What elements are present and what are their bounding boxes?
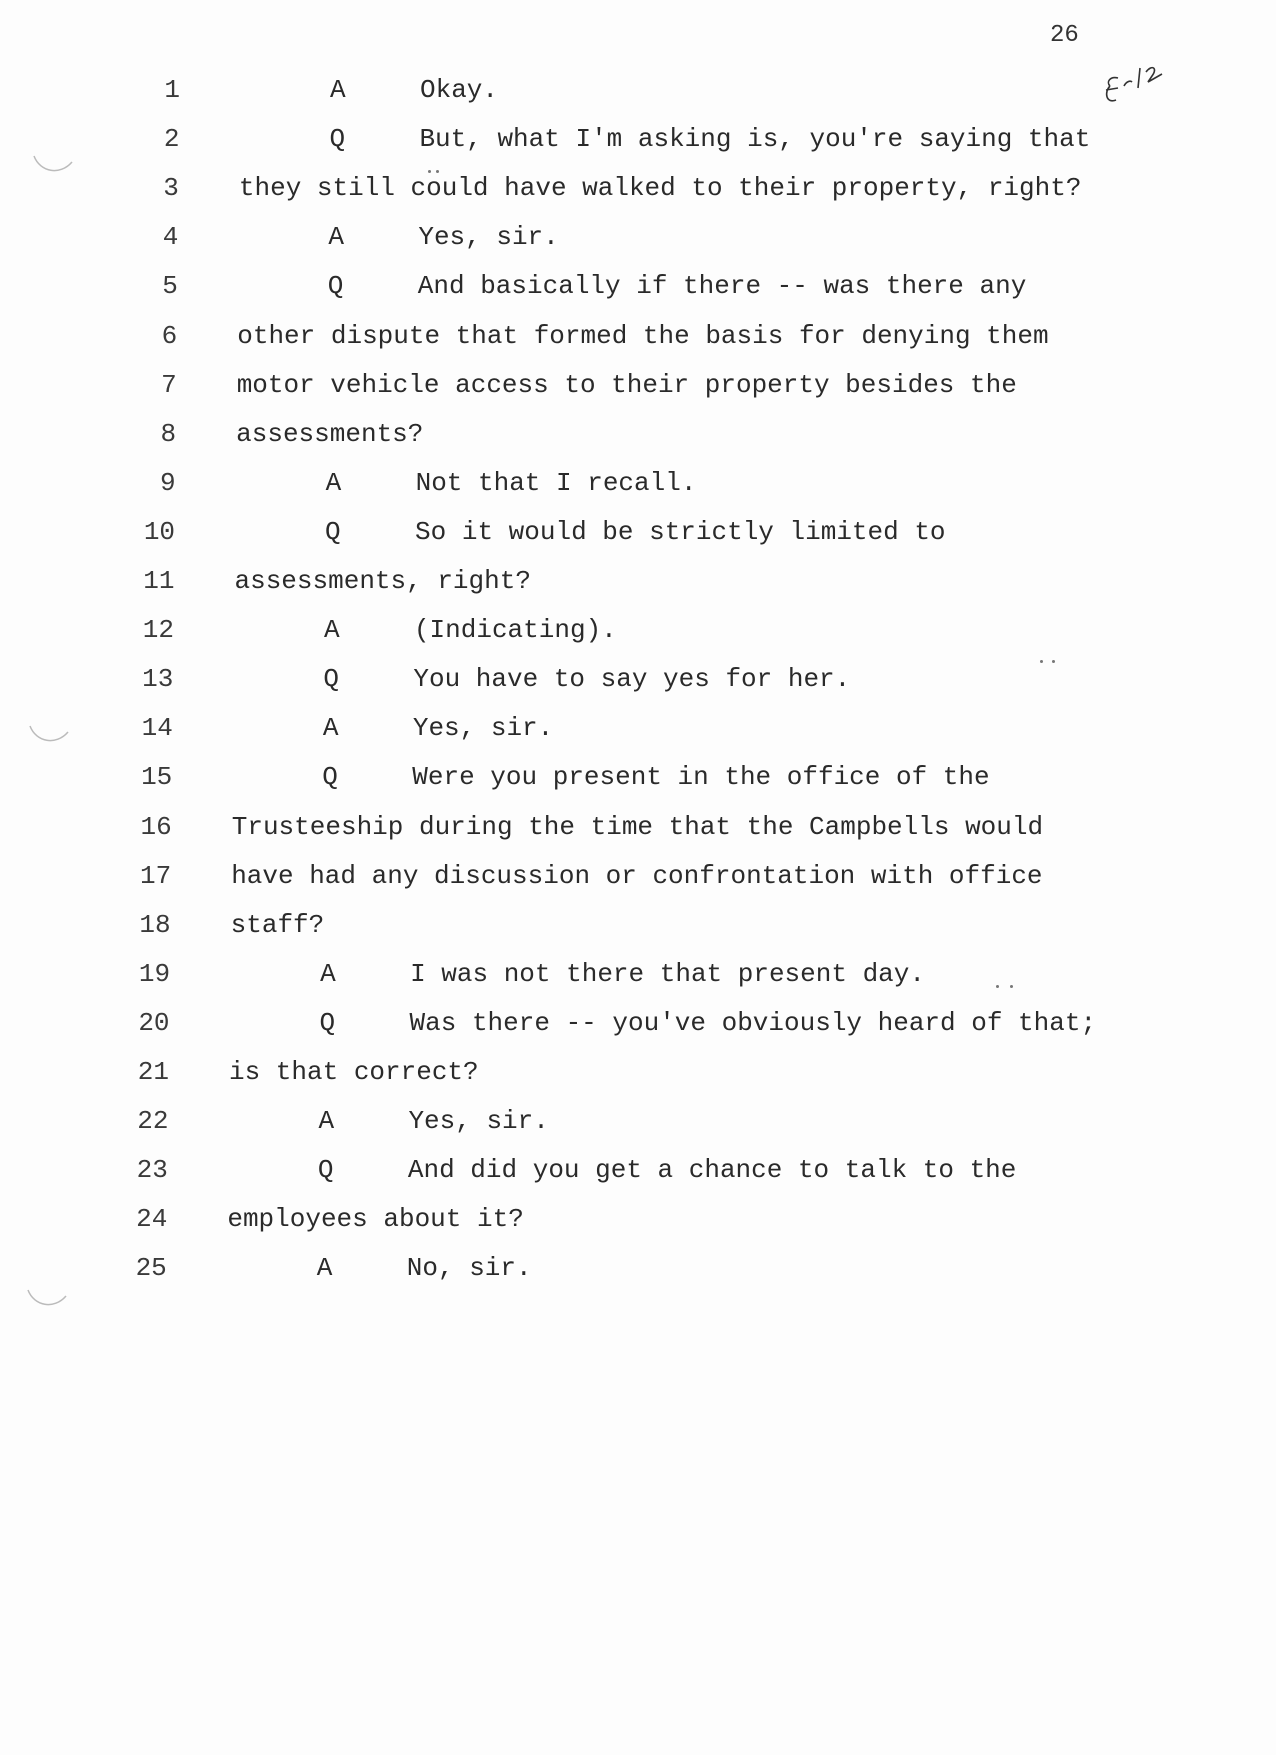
line-number: 18: [139, 909, 171, 940]
transcript-line: [0, 856, 1200, 896]
line-text: I was not there that present day.: [410, 958, 925, 989]
line-number: 16: [140, 811, 172, 842]
line-number: 22: [137, 1106, 169, 1137]
line-text: No, sir.: [406, 1253, 532, 1284]
line-text: Not that I recall.: [415, 467, 697, 498]
line-number: 6: [161, 320, 178, 351]
speaker-label: A: [322, 713, 339, 744]
transcript-line: [0, 1199, 1200, 1239]
transcript-line: [0, 659, 1200, 699]
speaker-label: A: [330, 75, 346, 105]
line-text: Yes, sir.: [412, 713, 554, 744]
transcript-line: [0, 807, 1200, 847]
line-number: 23: [136, 1155, 168, 1186]
line-number: 5: [162, 271, 178, 302]
speaker-label: Q: [325, 516, 341, 547]
line-text: Trusteeship during the time that the Campbells would: [231, 811, 1044, 842]
transcript-line: [0, 1150, 1200, 1190]
speaker-label: Q: [322, 762, 338, 793]
line-text: And basically if there -- was there any: [417, 271, 1027, 302]
line-text: is that correct?: [229, 1057, 479, 1087]
line-text: Yes, sir.: [408, 1106, 549, 1137]
transcript-line: [0, 1248, 1200, 1288]
line-number: 1: [164, 75, 180, 105]
line-text: You have to say yes for her.: [413, 664, 851, 695]
line-text: (Indicating).: [413, 615, 617, 646]
transcript-line: [0, 70, 1200, 110]
line-text: other dispute that formed the basis for denying them: [237, 320, 1049, 351]
line-text: So it would be strictly limited to: [415, 516, 946, 547]
transcript-line: [0, 610, 1200, 650]
transcript-line: [0, 512, 1200, 552]
transcript-line: [0, 1052, 1200, 1092]
transcript-line: [0, 266, 1200, 306]
transcript-line: [0, 316, 1200, 356]
transcript-line: [0, 954, 1200, 994]
line-number: 9: [159, 467, 176, 498]
speaker-label: Q: [319, 1007, 336, 1038]
speaker-label: Q: [327, 271, 344, 302]
speaker-label: A: [320, 958, 336, 989]
line-number: 21: [137, 1057, 169, 1087]
speaker-label: Q: [323, 664, 339, 695]
line-number: 20: [138, 1007, 170, 1038]
transcript-line: [0, 217, 1200, 257]
speaker-label: Q: [317, 1155, 334, 1186]
transcript-line: [0, 365, 1200, 405]
transcript-line: [0, 1101, 1200, 1141]
line-text: assessments, right?: [234, 566, 531, 596]
transcript-line: [0, 168, 1200, 208]
speaker-label: A: [318, 1106, 335, 1137]
transcript-line: [0, 708, 1200, 748]
line-number: 19: [138, 958, 171, 989]
line-number: 17: [139, 860, 172, 891]
line-text: have had any discussion or confrontation with office: [231, 860, 1043, 891]
transcript-line: [0, 757, 1200, 797]
speaker-label: A: [316, 1253, 333, 1284]
line-number: 4: [162, 222, 179, 253]
line-text: motor vehicle access to their property besides the: [236, 369, 1017, 400]
transcript-line: [0, 905, 1200, 945]
speaker-label: A: [323, 615, 340, 646]
line-text: But, what I'm asking is, you're saying that: [419, 124, 1091, 155]
speaker-label: A: [325, 467, 342, 498]
line-text: staff?: [230, 909, 325, 940]
line-number: 11: [143, 566, 175, 596]
line-number: 3: [163, 173, 179, 204]
line-number: 13: [142, 664, 174, 695]
line-number: 10: [143, 516, 176, 547]
line-text: Yes, sir.: [418, 222, 559, 253]
line-number: 12: [142, 615, 174, 646]
line-number: 14: [141, 713, 173, 744]
line-text: Okay.: [420, 75, 499, 105]
transcript-line: [0, 119, 1200, 159]
transcript-line: [0, 1003, 1200, 1043]
line-number: 7: [161, 369, 177, 400]
line-number: 24: [136, 1204, 168, 1235]
transcript-line: [0, 414, 1200, 454]
line-text: Was there -- you've obviously heard of that;: [409, 1007, 1097, 1038]
page-number: 26: [1050, 22, 1079, 49]
line-text: they still could have walked to their property, right?: [238, 173, 1082, 204]
transcript-line: [0, 463, 1200, 503]
line-number: 25: [135, 1253, 167, 1284]
line-text: assessments?: [236, 418, 424, 449]
transcript-line: [0, 561, 1200, 601]
line-number: 8: [160, 418, 177, 449]
speaker-label: A: [328, 222, 344, 253]
line-text: Were you present in the office of the: [412, 762, 990, 793]
line-text: employees about it?: [227, 1204, 524, 1235]
line-number: 15: [141, 762, 173, 793]
line-text: And did you get a chance to talk to the: [407, 1155, 1017, 1186]
speaker-label: Q: [329, 124, 346, 155]
line-number: 2: [163, 124, 180, 155]
